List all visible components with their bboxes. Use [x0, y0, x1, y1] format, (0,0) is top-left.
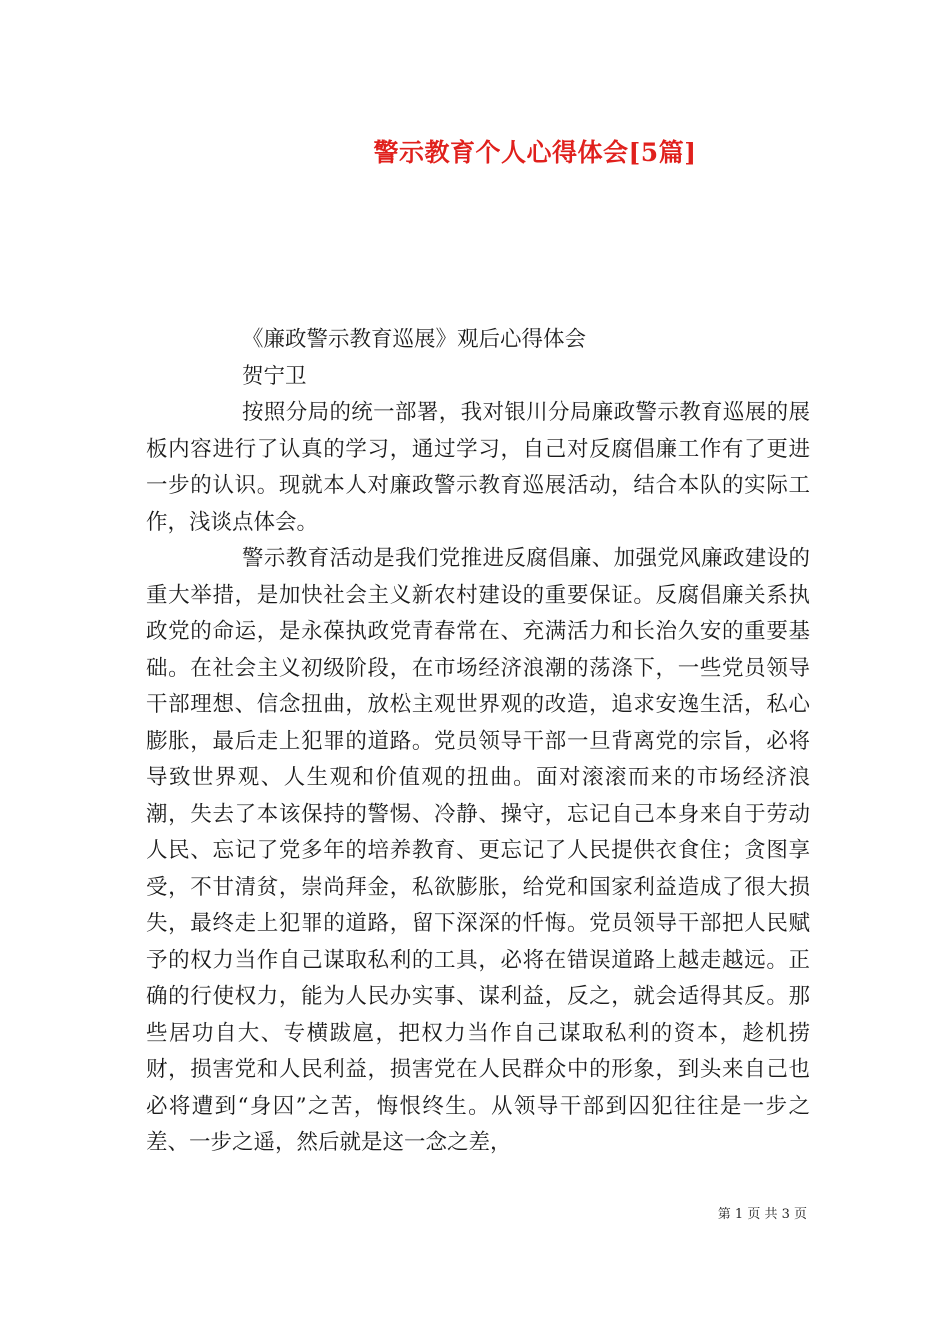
document-subtitle: 《廉政警示教育巡展》观后心得体会 — [242, 327, 587, 352]
document-body — [146, 322, 810, 1162]
paragraph: 警示教育活动是我们党推进反腐倡廉、加强党风廉政建设的重大举措，是加快社会主义新农村建设的重要保证。反腐倡廉关系执政党的命运，是永葆执政党青春常在、充满活力和长治久安的重要基础。在社会主义初级阶段，在市场经济浪潮的荡涤下，一些党员领导干部理想、信念扭曲，放松主观世界观的改造，追求安逸生活，私心膨胀，最后走上犯罪的道路。党员领导干部一旦背离党的宗旨，必将导致世界观、人生观和价值观的扭曲。面对滚滚而来的市场经济浪潮，失去了本该保持的警惕、冷静、操守，忘记自己本身来自于劳动人民、忘记了党多年的培养教育、更忘记了人民提供衣食住；贪图享受，不甘清贫，崇尚拜金，私欲膨胀，给党和国家利益造成了很大损失，最终走上犯罪的道路，留下深深的忏悔。党员领导干部把人民赋予的权力当作自己谋取私利的工具，必将在错误道路上越走越远。正确的行使权力，能为人民办实事、谋利益，反之，就会适得其反。那些居功自大、专横跋扈，把权力当作自己谋取私利的资本，趁机捞财，损害党和人民利益，损害党在人民群众中的形象，到头来自己也必将遭到“身囚”之苦，悔恨终生。从领导干部到囚犯往往是一步之差、一步之遥，然后就是这一念之差， — [146, 546, 810, 1155]
page-number: 第 1 页 共 3 页 — [717, 1207, 807, 1222]
document-author: 贺宁卫 — [242, 363, 307, 389]
paragraph: 按照分局的统一部署，我对银川分局廉政警示教育巡展的展板内容进行了认真的学习，通过学习，自己对反腐倡廉工作有了更进一步的认识。现就本人对廉政警示教育巡展活动，结合本队的实际工作，浅谈点体会。 — [146, 400, 810, 535]
document-title: 警示教育个人心得体会[5篇] — [373, 138, 697, 167]
